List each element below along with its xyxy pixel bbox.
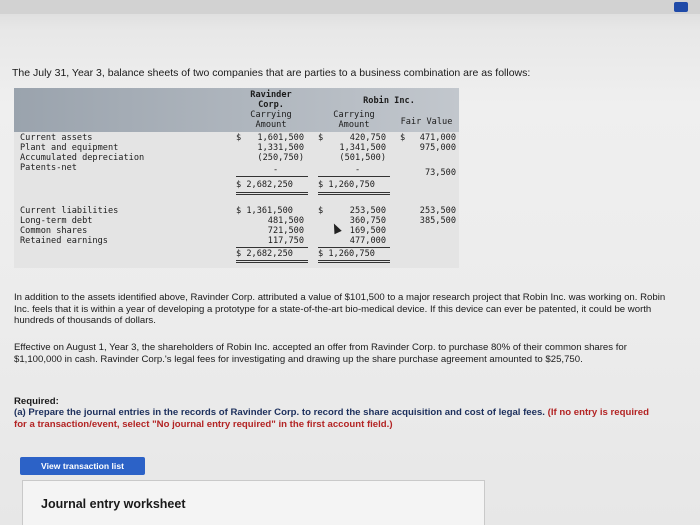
ravinder-liability-value: 117,750 [267, 236, 304, 246]
liability-label: Common shares [20, 226, 88, 236]
liability-label: Retained earnings [20, 236, 108, 246]
robin-asset-value: 420,750 [349, 133, 386, 143]
asset-label: Patents-net [20, 163, 77, 173]
robin-liability-value: 477,000 [349, 236, 386, 246]
required-heading: Required: [14, 396, 59, 407]
ravinder-total-double-rule [236, 192, 308, 195]
asset-label: Plant and equipment [20, 143, 119, 153]
robin-liability-value: 169,500 [349, 226, 386, 236]
asset-label: Current assets [20, 133, 93, 143]
required-body: (a) Prepare the journal entries in the records of Ravinder Corp. to record the share acquisition and cost of legal fees. [14, 407, 545, 418]
asset-label: Accumulated depreciation [20, 153, 145, 163]
ravinder-asset-value: (250,750) [257, 153, 304, 163]
ravinder-asset-value: - [273, 165, 279, 175]
fair-value-liability: 253,500 [419, 206, 456, 216]
required-note: (If no entry is required for a transaction/event, select "No journal entry required" in the first account field.) [14, 407, 649, 430]
ravinder-asset-value: 1,601,500 [257, 133, 304, 143]
robin-liability-double-rule [318, 260, 390, 263]
robin-total-double-rule [318, 192, 390, 195]
balance-sheet-table [14, 88, 459, 268]
robin-asset-value: 1,341,500 [339, 143, 386, 153]
ravinder-header-3: Carrying [250, 110, 292, 120]
ravinder-asset-total: $ 2,682,250 [236, 180, 293, 190]
ravinder-dollar-sign: $ [236, 133, 242, 143]
ravinder-header-1: Ravinder [250, 90, 292, 100]
intro-text: The July 31, Year 3, balance sheets of two companies that are parties to a business combination are as follows: [12, 67, 531, 79]
robin-header: Robin Inc. [363, 96, 415, 106]
journal-entry-worksheet-panel [22, 480, 485, 525]
top-bar-indicator [674, 2, 688, 12]
robin-subtotal-rule [318, 176, 390, 177]
view-transaction-list-button[interactable]: View transaction list [20, 457, 145, 475]
ravinder-liability-double-rule [236, 260, 308, 263]
share-purchase-paragraph: Effective on August 1, Year 3, the shareholders of Robin Inc. accepted an offer from Ravinder Corp. to purchase 80% of their common shares for $1,100,000 in cash. Ravinder Corp.'s legal fees for investigating and drawing up the share purchase agreement amounted to $25,750. [14, 342, 627, 365]
liability-label: Long-term debt [20, 216, 93, 226]
ravinder-header-2: Corp. [258, 100, 284, 110]
robin-asset-value: (501,500) [339, 153, 386, 163]
robin-dollar-sign: $ [318, 206, 324, 216]
fair-value-header: Fair Value [400, 117, 453, 127]
robin-liability-total: $ 1,260,750 [318, 249, 375, 259]
ravinder-asset-value: 1,331,500 [257, 143, 304, 153]
robin-liability-subtotal-rule [318, 247, 390, 248]
robin-liability-value: 253,500 [349, 206, 386, 216]
research-project-paragraph: In addition to the assets identified above, Ravinder Corp. attributed a value of $101,500 to a major research project that Robin Inc. was working on. Robin Inc. feels that it is within a year of developing a prototype for a state-of-the-art bio-medical device. If this device can ever be patented, it could be worth hundreds of thousands of dollars. [14, 292, 666, 327]
robin-carrying-header-2: Amount [338, 120, 370, 130]
robin-carrying-header-1: Carrying [333, 110, 375, 120]
robin-asset-total: $ 1,260,750 [318, 180, 375, 190]
robin-dollar-sign: $ [318, 133, 324, 143]
top-bar [0, 0, 700, 14]
fair-value-asset: 975,000 [419, 143, 456, 153]
required-instructions [14, 407, 664, 430]
ravinder-liability-value: 481,500 [267, 216, 304, 226]
liability-label: Current liabilities [20, 206, 119, 216]
journal-entry-worksheet-title: Journal entry worksheet [41, 497, 186, 511]
ravinder-header-4: Amount [255, 120, 287, 130]
fair-value-dollar-sign: $ [400, 133, 406, 143]
fair-value-liability: 385,500 [419, 216, 456, 226]
fair-value-asset: 471,000 [419, 133, 456, 143]
ravinder-liability-value: 721,500 [267, 226, 304, 236]
ravinder-subtotal-rule [236, 176, 308, 177]
robin-asset-value: - [355, 165, 361, 175]
ravinder-liability-total: $ 2,682,250 [236, 249, 293, 259]
ravinder-liability-value: $ 1,361,500 [236, 206, 293, 216]
robin-liability-value: 360,750 [349, 216, 386, 226]
ravinder-liability-subtotal-rule [236, 247, 308, 248]
fair-value-asset: 73,500 [424, 168, 456, 178]
